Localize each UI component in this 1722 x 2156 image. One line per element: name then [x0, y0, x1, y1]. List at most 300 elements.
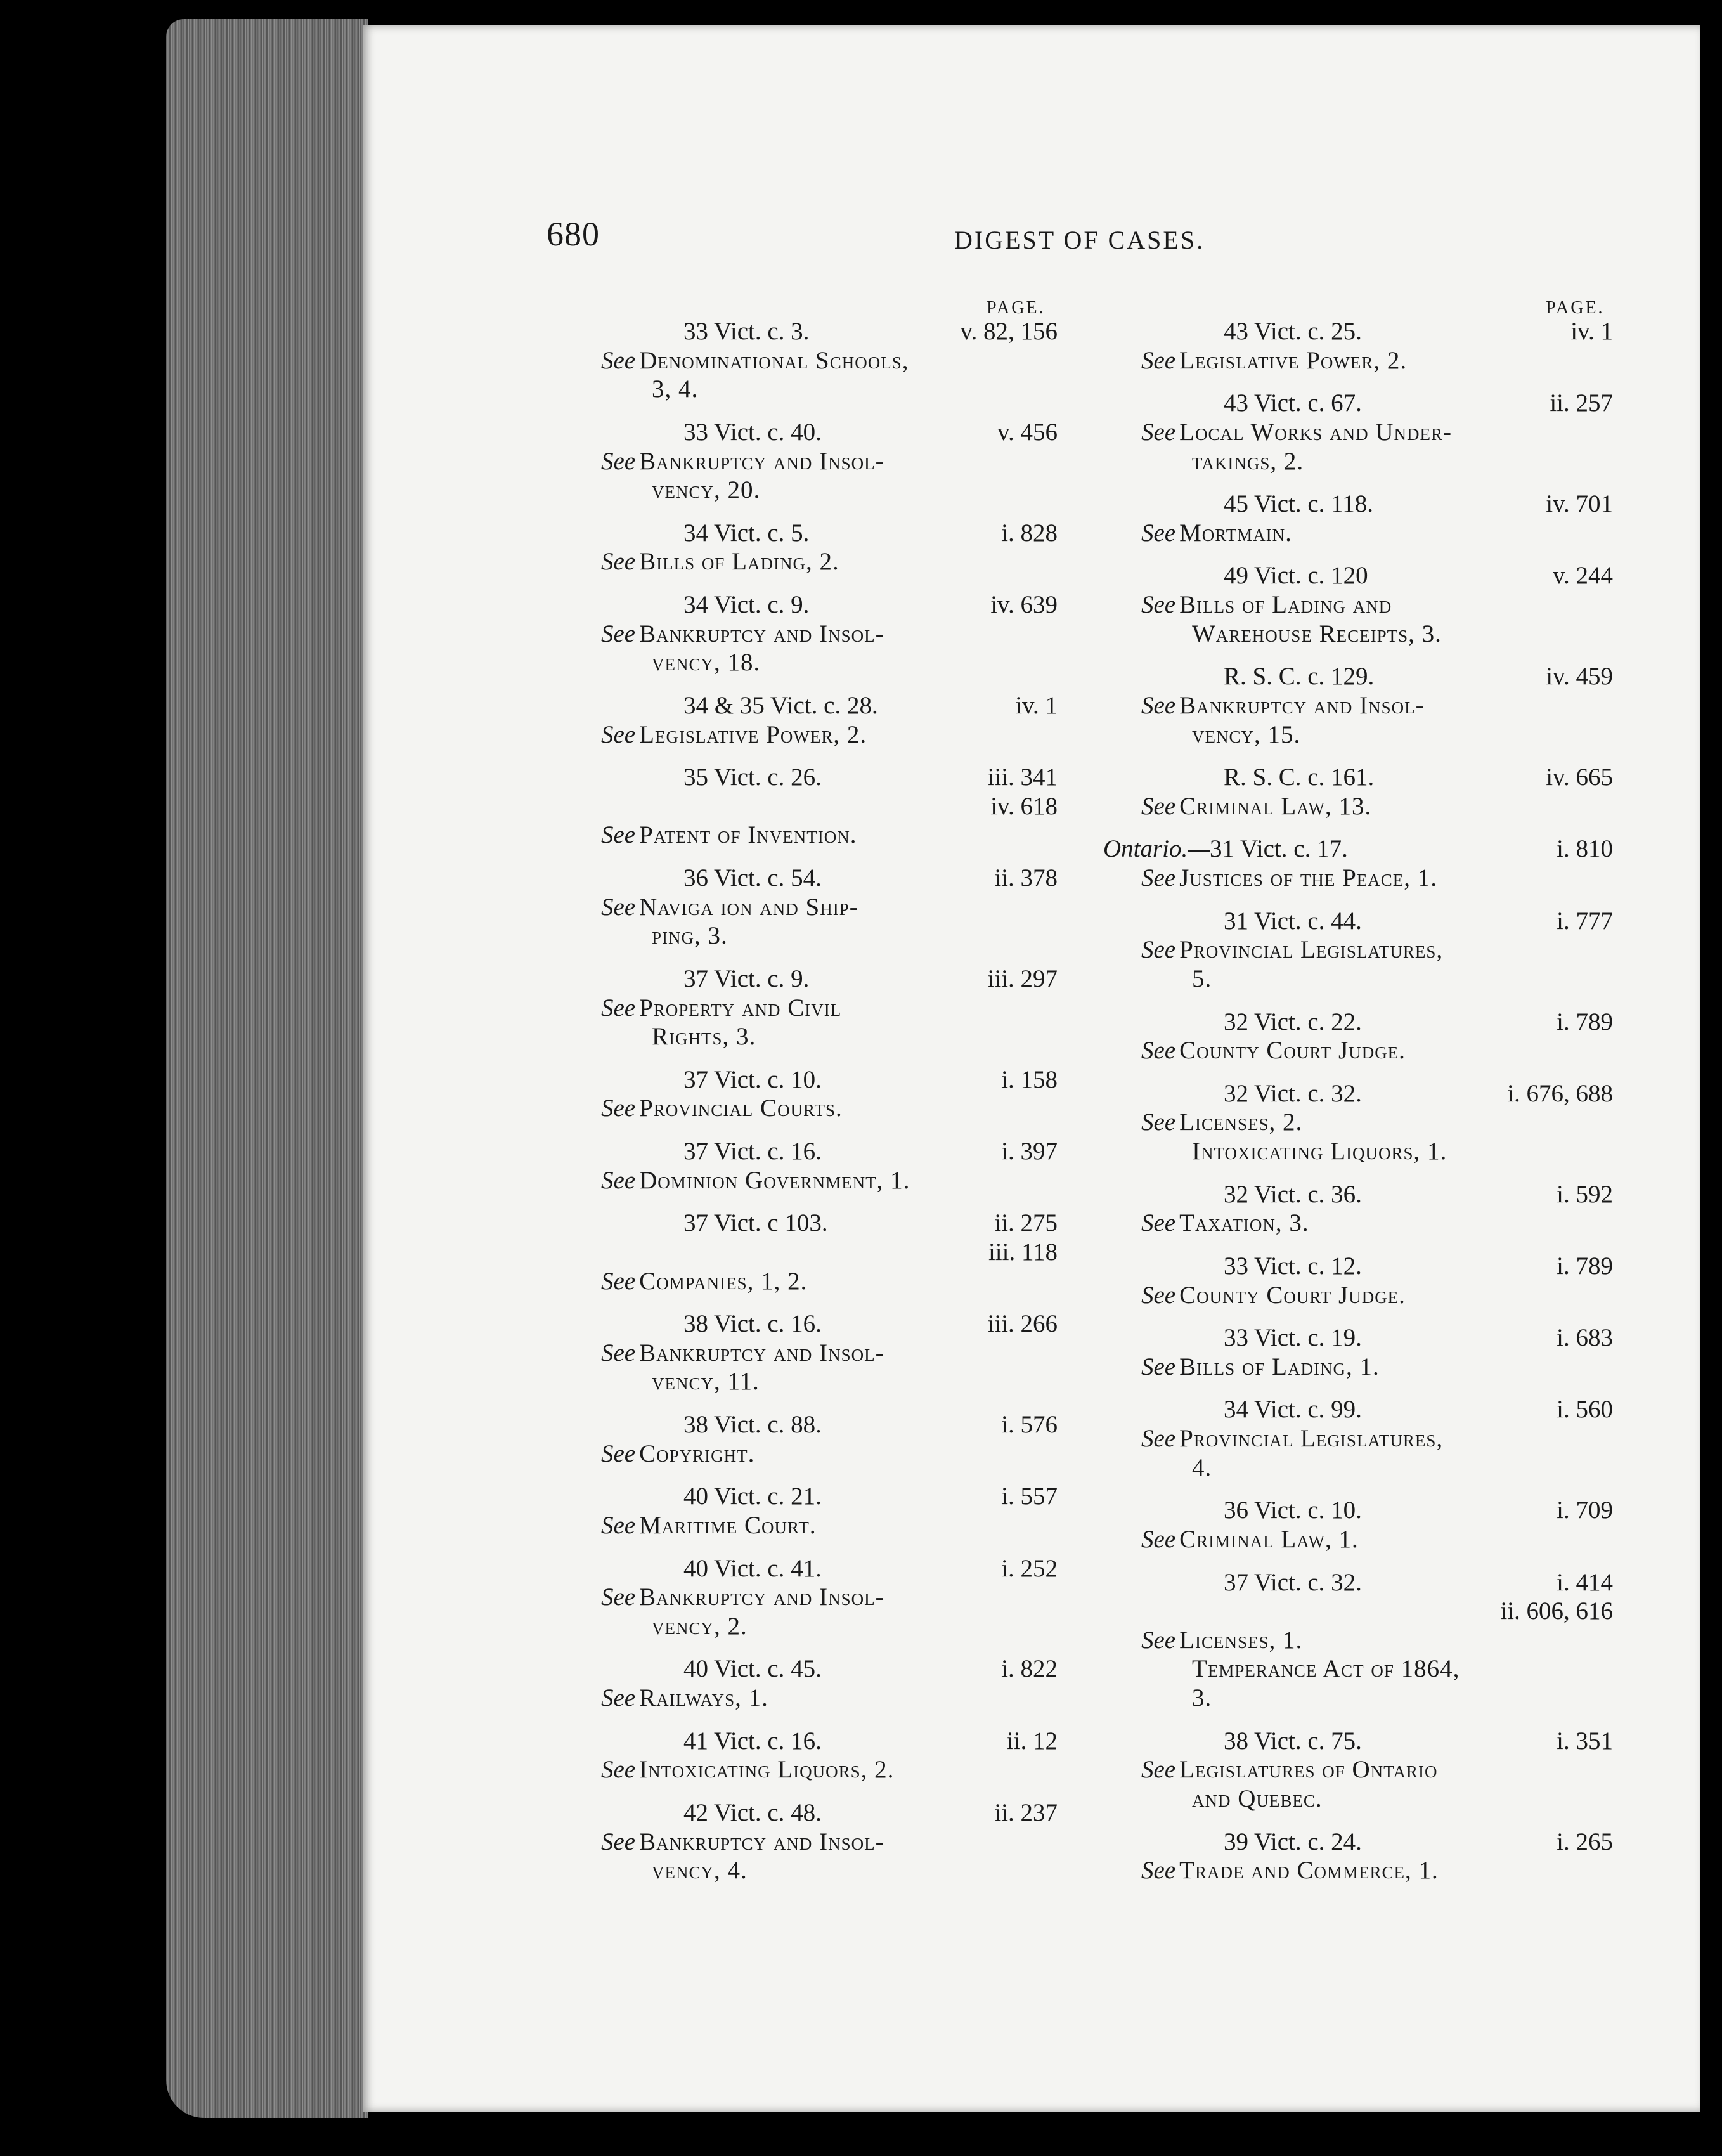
see-target: Bankruptcy and Insol- [639, 1828, 884, 1855]
page-reference: ii. 237 [994, 1798, 1058, 1826]
page-reference: i. 709 [1557, 1497, 1613, 1524]
statute-citation: 33 Vict. c. 40. [683, 418, 822, 446]
statute-citation: R. S. C. c. 161. [1224, 763, 1375, 791]
statute-citation: 41 Vict. c. 16. [683, 1727, 822, 1755]
statute-reference [601, 590, 1058, 620]
page-reference: iii. 297 [987, 964, 1058, 992]
statute-reference [601, 1654, 1058, 1684]
see-reference [601, 1828, 1058, 1857]
index-entry [1141, 317, 1613, 375]
statute-reference [601, 964, 1058, 994]
statute-reference [1141, 662, 1613, 691]
statute-reference [1141, 763, 1613, 792]
see-reference [1141, 792, 1613, 821]
index-entry [1103, 834, 1613, 892]
index-entry [601, 1554, 1058, 1641]
statute-reference [1141, 1008, 1613, 1037]
statute-ref-text [1103, 834, 1348, 864]
see-label: See [1141, 346, 1176, 374]
see-target-continued: and Quebec. [1192, 1784, 1323, 1812]
running-head: DIGEST OF CASES. [954, 226, 1205, 254]
see-target: Bankruptcy and Insol- [639, 1339, 884, 1367]
index-entry [601, 1482, 1058, 1540]
page-reference: ii. 257 [1550, 389, 1613, 417]
statute-citation: 45 Vict. c. 118. [1224, 490, 1373, 518]
see-target-continued: Rights, 3. [652, 1023, 756, 1051]
see-reference [1141, 346, 1613, 375]
see-reference [601, 1684, 1058, 1713]
statute-ref-text [683, 1798, 822, 1828]
index-entry [601, 1137, 1058, 1195]
index-entry [1141, 561, 1613, 648]
see-label: See [1141, 1037, 1176, 1065]
index-entry [1141, 1079, 1613, 1166]
page-reference: iv. 459 [1546, 663, 1613, 691]
see-target: Railways, 1. [639, 1684, 768, 1711]
statute-reference [1141, 1079, 1613, 1108]
see-target: Provincial Legislatures, [1179, 936, 1444, 964]
statute-ref-text [1224, 1252, 1362, 1281]
see-label: See [601, 447, 636, 475]
see-reference [1141, 519, 1613, 548]
page-reference-extra: iii. 118 [988, 1238, 1058, 1266]
statute-citation: 33 Vict. c. 19. [1224, 1324, 1362, 1352]
statute-ref-text [1224, 1496, 1362, 1525]
see-target-continued: 3. [1192, 1684, 1212, 1711]
page-reference: ii. 378 [994, 864, 1058, 892]
see-label: See [601, 1583, 636, 1611]
statute-reference [601, 1209, 1058, 1238]
page-reference: i. 592 [1557, 1180, 1613, 1208]
page-reference: i. 676, 688 [1507, 1079, 1613, 1107]
see-label: See [601, 821, 636, 849]
index-entry [601, 1727, 1058, 1784]
see-reference [601, 994, 1058, 1023]
statute-reference [601, 1410, 1058, 1439]
see-reference [601, 547, 1058, 576]
statute-reference [601, 1798, 1058, 1828]
see-label: See [1141, 864, 1176, 892]
statute-reference [1141, 1727, 1613, 1756]
statute-citation: 39 Vict. c. 24. [1224, 1828, 1362, 1855]
see-target: Legislatures of Ontario [1179, 1756, 1438, 1784]
statute-ref-text [683, 1137, 822, 1166]
see-label: See [1141, 1756, 1176, 1784]
statute-reference [601, 1554, 1058, 1583]
statute-citation: 40 Vict. c. 45. [683, 1655, 822, 1683]
statute-reference [1103, 834, 1613, 864]
statute-ref-text [683, 864, 822, 893]
see-reference [601, 1339, 1058, 1368]
index-entry [1141, 763, 1613, 821]
see-target: Companies, 1, 2. [639, 1267, 808, 1295]
index-entry [601, 1410, 1058, 1468]
see-reference [1141, 418, 1613, 447]
see-label: See [1141, 1857, 1176, 1885]
see-target: Justices of the Peace, 1. [1179, 864, 1437, 892]
right-page-column-label: PAGE. [1546, 298, 1605, 318]
see-target: Criminal Law, 1. [1179, 1525, 1359, 1553]
page-reference: iv. 639 [990, 591, 1058, 618]
see-target: Provincial Legislatures, [1179, 1425, 1444, 1452]
statute-citation: 42 Vict. c. 48. [683, 1798, 822, 1826]
page-reference: ii. 275 [994, 1209, 1058, 1237]
see-reference [601, 447, 1058, 476]
index-entry [601, 1654, 1058, 1712]
statute-ref-text [1224, 907, 1362, 936]
see-target: Bills of Lading, 2. [639, 548, 839, 576]
see-reference [601, 1267, 1058, 1296]
statute-ref-text [1224, 1568, 1362, 1597]
see-target: Dominion Government, 1. [639, 1166, 910, 1194]
see-target: Legislative Power, 2. [639, 720, 867, 748]
statute-reference [1141, 1828, 1613, 1857]
statute-citation: R. S. C. c. 129. [1224, 663, 1375, 691]
statute-citation: 34 Vict. c. 5. [683, 519, 810, 547]
statute-ref-text [683, 519, 809, 548]
statute-reference [1141, 1496, 1613, 1525]
see-target: Copyright. [639, 1439, 755, 1467]
page-reference: i. 810 [1557, 835, 1613, 863]
see-target-continued: vency, 4. [652, 1857, 748, 1885]
see-target: County Court Judge. [1179, 1281, 1406, 1309]
see-target: Property and Civil [639, 994, 842, 1022]
see-target: Bills of Lading, 1. [1179, 1353, 1380, 1380]
statute-reference [1141, 1568, 1613, 1597]
index-entry [1141, 490, 1613, 547]
statute-ref-text [1224, 662, 1374, 691]
statute-reference [601, 864, 1058, 893]
see-reference [601, 893, 1058, 922]
statute-citation: 38 Vict. c. 75. [1224, 1727, 1362, 1755]
statute-ref-text [683, 763, 822, 792]
statute-ref-text [683, 1410, 822, 1439]
see-reference [1141, 590, 1613, 620]
see-target: Legislative Power, 2. [1179, 346, 1408, 374]
index-entry [601, 519, 1058, 576]
see-target: Bills of Lading and [1179, 591, 1392, 618]
index-entry [601, 1309, 1058, 1396]
see-target: Bankruptcy and Insol- [1179, 691, 1425, 719]
page-reference: iv. 665 [1546, 763, 1613, 791]
see-target: Trade and Commerce, 1. [1179, 1857, 1439, 1885]
statute-citation: 34 & 35 Vict. c. 28. [683, 691, 878, 719]
statute-ref-text [683, 1727, 822, 1756]
index-entry [1141, 389, 1613, 476]
statute-citation: 43 Vict. c. 67. [1224, 389, 1362, 417]
see-target: Denominational Schools, [639, 346, 909, 374]
statute-citation: 43 Vict. c. 25. [1224, 318, 1362, 345]
statute-citation: 32 Vict. c. 36. [1224, 1180, 1362, 1208]
see-target: Licenses, 2. [1179, 1108, 1303, 1136]
see-target: Bankruptcy and Insol- [639, 447, 884, 475]
see-label: See [601, 1339, 636, 1367]
page-reference: i. 414 [1557, 1568, 1613, 1596]
statute-citation: 33 Vict. c. 12. [1224, 1252, 1362, 1280]
statute-ref-text [683, 1065, 822, 1094]
statute-reference [601, 1309, 1058, 1339]
see-reference [1141, 691, 1613, 720]
page-reference: v. 244 [1553, 562, 1613, 590]
see-target-continued: ping, 3. [652, 922, 728, 950]
see-reference [1141, 1036, 1613, 1065]
see-label: See [1141, 1626, 1176, 1654]
statute-citation: 38 Vict. c. 88. [683, 1411, 822, 1438]
see-target: Provincial Courts. [639, 1094, 843, 1122]
index-entry [1141, 1252, 1613, 1309]
see-reference [601, 821, 1058, 850]
index-entry [1141, 1180, 1613, 1238]
statute-citation: 34 Vict. c. 99. [1224, 1396, 1362, 1424]
see-label: See [601, 1511, 636, 1539]
page-reference: i. 789 [1557, 1252, 1613, 1280]
index-entry [1141, 1395, 1613, 1482]
page-reference: i. 777 [1557, 907, 1613, 935]
see-target-continued: vency, 11. [652, 1368, 760, 1396]
see-reference [1141, 1525, 1613, 1554]
statute-reference [1141, 1395, 1613, 1424]
see-target-continued: Temperance Act of 1864, [1192, 1655, 1460, 1683]
statute-citation: 33 Vict. c. 3. [683, 318, 810, 345]
statute-reference [1141, 1323, 1613, 1353]
page-reference: i. 158 [1001, 1065, 1058, 1093]
see-label: See [1141, 591, 1176, 618]
statute-citation: 37 Vict. c 103. [683, 1209, 828, 1237]
statute-reference [601, 691, 1058, 720]
page-reference: i. 789 [1557, 1008, 1613, 1036]
see-reference [1141, 1424, 1613, 1453]
statute-citation: 37 Vict. c. 10. [683, 1065, 822, 1093]
see-target: Bankruptcy and Insol- [639, 1583, 884, 1611]
see-label: See [1141, 1525, 1176, 1553]
statute-ref-text [1224, 1079, 1362, 1108]
statute-ref-text [1224, 763, 1374, 792]
page-reference: iii. 266 [987, 1310, 1058, 1338]
index-entry [1141, 1323, 1613, 1381]
see-reference [601, 1094, 1058, 1123]
statute-citation: 31 Vict. c. 17. [1209, 835, 1348, 863]
index-entry [1141, 1568, 1613, 1713]
province-label: Ontario.— [1103, 835, 1210, 863]
see-target: Bankruptcy and Insol- [639, 620, 884, 647]
see-target-continued: Warehouse Receipts, 3. [1192, 620, 1442, 647]
see-target-continued: takings, 2. [1192, 447, 1304, 475]
statute-ref-text [1224, 1727, 1362, 1756]
see-label: See [601, 720, 636, 748]
statute-ref-text [1224, 1180, 1362, 1209]
see-label: See [601, 1756, 636, 1784]
see-reference [601, 1166, 1058, 1195]
statute-citation: 40 Vict. c. 21. [683, 1483, 822, 1510]
page-reference: iv. 1 [1015, 691, 1058, 719]
see-label: See [1141, 418, 1176, 446]
index-entry [601, 590, 1058, 677]
page-reference: i. 557 [1001, 1483, 1058, 1510]
statute-reference [601, 1065, 1058, 1094]
statute-ref-text [683, 418, 822, 447]
see-target-continued: vency, 2. [652, 1612, 748, 1640]
statute-reference [1141, 317, 1613, 346]
statute-citation: 37 Vict. c. 32. [1224, 1568, 1362, 1596]
see-label: See [1141, 1108, 1176, 1136]
statute-reference [601, 519, 1058, 548]
statute-ref-text [1224, 389, 1362, 418]
statute-reference [1141, 389, 1613, 418]
see-reference [1141, 1755, 1613, 1784]
statute-reference [1141, 1252, 1613, 1281]
index-entry [1141, 1828, 1613, 1885]
see-label: See [1141, 936, 1176, 964]
see-target-continued: vency, 20. [652, 476, 761, 504]
index-entry [601, 1209, 1058, 1296]
see-target: Taxation, 3. [1179, 1209, 1309, 1237]
see-target: Criminal Law, 13. [1179, 792, 1372, 820]
index-entry [601, 864, 1058, 951]
statute-citation: 32 Vict. c. 32. [1224, 1079, 1362, 1107]
statute-reference [601, 1137, 1058, 1166]
statute-citation: 31 Vict. c. 44. [1224, 907, 1362, 935]
page-reference: v. 82, 156 [960, 318, 1058, 345]
see-label: See [1141, 691, 1176, 719]
see-target: Licenses, 1. [1179, 1626, 1303, 1654]
index-entry [601, 418, 1058, 505]
see-target: Intoxicating Liquors, 2. [639, 1756, 895, 1784]
see-label: See [1141, 519, 1176, 547]
see-target: Local Works and Under- [1179, 418, 1452, 446]
index-entry [601, 964, 1058, 1051]
page-reference: i. 560 [1557, 1396, 1613, 1424]
statute-citation: 37 Vict. c. 16. [683, 1138, 822, 1165]
page-reference-extra: ii. 606, 616 [1500, 1597, 1613, 1625]
see-label: See [601, 346, 636, 374]
index-entry [1141, 1727, 1613, 1814]
see-reference [1141, 1209, 1613, 1238]
see-reference [1141, 1353, 1613, 1382]
see-reference [1141, 864, 1613, 893]
statute-reference [601, 1727, 1058, 1756]
page-reference: i. 576 [1001, 1411, 1058, 1438]
statute-ref-text [1224, 317, 1362, 346]
statute-reference [601, 418, 1058, 447]
statute-reference [601, 763, 1058, 792]
right-column [1103, 317, 1613, 1899]
see-label: See [601, 620, 636, 647]
statute-ref-text [683, 1654, 822, 1684]
page-reference: iv. 701 [1546, 490, 1613, 518]
statute-reference [601, 317, 1058, 346]
see-label: See [601, 893, 636, 921]
see-label: See [1141, 1209, 1176, 1237]
see-label: See [1141, 1281, 1176, 1309]
statute-ref-text [683, 1482, 822, 1511]
statute-reference [1141, 907, 1613, 936]
see-label: See [601, 1094, 636, 1122]
statute-reference [1141, 1180, 1613, 1209]
see-label: See [601, 994, 636, 1022]
see-reference [601, 620, 1058, 649]
statute-citation: 38 Vict. c. 16. [683, 1310, 822, 1338]
page-reference: iv. 1 [1570, 318, 1613, 345]
index-entry [1141, 662, 1613, 749]
statute-ref-text [683, 1554, 822, 1583]
see-reference [601, 720, 1058, 750]
see-target: County Court Judge. [1179, 1037, 1406, 1065]
see-reference [1141, 1626, 1613, 1655]
see-label: See [1141, 1425, 1176, 1452]
statute-ref-text [683, 590, 809, 620]
page-reference: i. 822 [1001, 1655, 1058, 1683]
index-entry [601, 763, 1058, 850]
see-reference [601, 1439, 1058, 1469]
see-label: See [601, 1828, 636, 1855]
index-entry [601, 317, 1058, 404]
statute-reference [601, 1482, 1058, 1511]
see-target-continued: vency, 18. [652, 649, 761, 677]
see-target: Naviga ion and Ship- [639, 893, 858, 921]
page-reference: i. 351 [1557, 1727, 1613, 1755]
statute-ref-text [683, 1209, 828, 1238]
see-label: See [601, 548, 636, 576]
statute-citation: 34 Vict. c. 9. [683, 591, 810, 618]
page-reference: i. 265 [1557, 1828, 1613, 1855]
statute-reference [1141, 561, 1613, 590]
see-label: See [1141, 792, 1176, 820]
see-label: See [601, 1684, 636, 1711]
see-target: Mortmain. [1179, 519, 1292, 547]
page-reference-extra: iv. 618 [990, 792, 1058, 820]
statute-citation: 40 Vict. c. 41. [683, 1554, 822, 1582]
page-reference: iii. 341 [987, 763, 1058, 791]
statute-citation: 32 Vict. c. 22. [1224, 1008, 1362, 1036]
statute-ref-text [1224, 1323, 1362, 1353]
statute-citation: 49 Vict. c. 120 [1224, 562, 1368, 590]
page-number: 680 [547, 215, 600, 253]
see-reference [601, 1755, 1058, 1784]
see-reference [601, 1583, 1058, 1612]
statute-reference [1141, 490, 1613, 519]
see-label: See [601, 1439, 636, 1467]
see-label: See [601, 1166, 636, 1194]
statute-ref-text [1224, 1828, 1362, 1857]
page-reference: i. 252 [1001, 1554, 1058, 1582]
book-fore-edge [166, 19, 368, 2118]
see-label: See [1141, 1353, 1176, 1380]
statute-ref-text [1224, 1008, 1362, 1037]
see-reference [1141, 1108, 1613, 1137]
statute-citation: 36 Vict. c. 10. [1224, 1497, 1362, 1524]
page-reference: ii. 12 [1006, 1727, 1058, 1755]
index-entry [1141, 1496, 1613, 1554]
see-target: Patent of Invention. [639, 821, 857, 849]
index-entry [601, 1065, 1058, 1123]
index-entry [1141, 907, 1613, 994]
see-target: Maritime Court. [639, 1511, 817, 1539]
see-target-continued: 3, 4. [652, 375, 699, 403]
statute-ref-text [683, 1309, 822, 1339]
statute-citation: 36 Vict. c. 54. [683, 864, 822, 892]
statute-ref-text [1224, 490, 1373, 519]
see-target-continued: 4. [1192, 1453, 1212, 1481]
see-target-continued: Intoxicating Liquors, 1. [1192, 1138, 1447, 1165]
page-reference: i. 397 [1001, 1138, 1058, 1165]
see-reference [1141, 1856, 1613, 1885]
statute-ref-text [1224, 561, 1368, 590]
left-page-column-label: PAGE. [987, 298, 1046, 318]
statute-citation: 37 Vict. c. 9. [683, 964, 810, 992]
see-label: See [601, 1267, 636, 1295]
see-target-continued: 5. [1192, 964, 1212, 992]
index-entry [601, 691, 1058, 749]
